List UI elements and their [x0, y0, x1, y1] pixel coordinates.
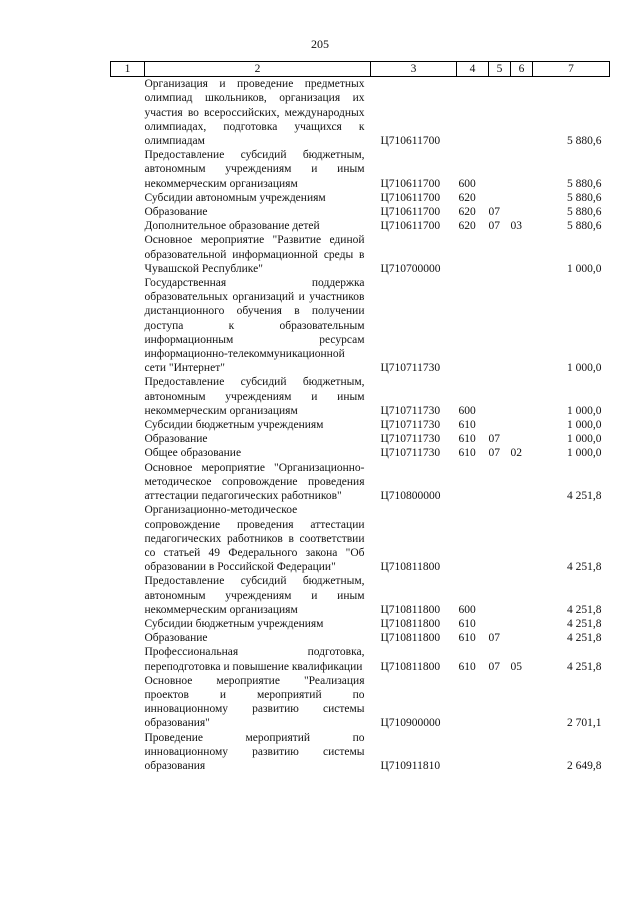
- table-row: [111, 631, 610, 645]
- amount-cell: 5 880,6: [567, 135, 602, 148]
- target-code-cell: Ц710800000: [380, 490, 441, 503]
- expense-type-cell: 610: [458, 660, 476, 673]
- row-number-cell: [111, 617, 145, 631]
- table-row: [111, 446, 610, 460]
- item-name-cell: Основное мероприятие "Развитие единой образовательной информационной среды в Чувашской Республике": [144, 234, 365, 275]
- section-cell: 07: [488, 632, 500, 645]
- item-name-cell: Дополнительное образование детей: [144, 220, 320, 233]
- amount-cell: 5 880,6: [567, 191, 602, 204]
- target-code-cell: Ц710811800: [380, 561, 441, 574]
- target-code-cell: Ц710711730: [380, 404, 441, 417]
- amount-cell: 5 880,6: [567, 177, 602, 190]
- target-code-cell: Ц710611700: [380, 177, 441, 190]
- amount-cell: 4 251,8: [567, 617, 602, 630]
- table-row: [111, 418, 610, 432]
- header-col-1: 1: [111, 62, 145, 77]
- subsection-cell: [511, 233, 533, 276]
- expense-type-cell: [457, 461, 489, 504]
- target-code-cell: Ц710611700: [380, 191, 441, 204]
- row-number-cell: [111, 375, 145, 418]
- row-number-cell: [111, 205, 145, 219]
- header-col-5: 5: [489, 62, 511, 77]
- row-number-cell: [111, 645, 145, 673]
- item-name-cell: Образование: [144, 433, 208, 446]
- target-code-cell: Ц710711730: [380, 447, 441, 460]
- table-row: [111, 674, 610, 731]
- section-cell: 07: [488, 660, 500, 673]
- target-code-cell: Ц710611700: [380, 135, 441, 148]
- section-cell: 07: [488, 433, 500, 446]
- row-number-cell: [111, 418, 145, 432]
- expense-type-cell: [457, 503, 489, 574]
- row-number-cell: [111, 432, 145, 446]
- header-col-6: 6: [511, 62, 533, 77]
- item-name-cell: Предоставление субсидий бюджетным, автономным учреждениям и иным некоммерческим организациям: [144, 575, 365, 616]
- amount-cell: 4 251,8: [567, 632, 602, 645]
- amount-cell: 1 000,0: [567, 419, 602, 432]
- expense-type-cell: 600: [458, 603, 476, 616]
- table-row: [111, 276, 610, 375]
- target-code-cell: Ц710811800: [380, 660, 441, 673]
- expense-type-cell: 620: [458, 206, 476, 219]
- table-row: [111, 645, 610, 673]
- target-code-cell: Ц710811800: [380, 603, 441, 616]
- item-name-cell: Проведение мероприятий по инновационному развитию системы образования: [144, 731, 365, 772]
- expense-type-cell: [457, 674, 489, 731]
- page-number: 205: [311, 37, 329, 51]
- row-number-cell: [111, 461, 145, 504]
- row-number-cell: [111, 233, 145, 276]
- header-col-7: 7: [533, 62, 610, 77]
- target-code-cell: Ц710611700: [380, 220, 441, 233]
- item-name-cell: Субсидии бюджетным учреждениям: [144, 617, 324, 630]
- item-name-cell: Организация и проведение предметных олимпиад школьников, организация их участия во всероссийских, международных олимпиадах, подготовка учащихся к олимпиадам: [144, 78, 365, 148]
- subsection-cell: [511, 731, 533, 774]
- subsection-cell: [511, 148, 533, 191]
- expense-type-cell: 620: [458, 191, 476, 204]
- row-number-cell: [111, 631, 145, 645]
- section-cell: [489, 191, 511, 205]
- section-cell: 07: [488, 220, 500, 233]
- section-cell: [489, 503, 511, 574]
- table-row: [111, 77, 610, 149]
- amount-cell: 1 000,0: [567, 362, 602, 375]
- expense-type-cell: [457, 77, 489, 149]
- row-number-cell: [111, 731, 145, 774]
- subsection-cell: [511, 77, 533, 149]
- row-number-cell: [111, 276, 145, 375]
- section-cell: [489, 731, 511, 774]
- table-row: [111, 574, 610, 617]
- table-row: [111, 148, 610, 191]
- section-cell: [489, 574, 511, 617]
- amount-cell: 5 880,6: [567, 206, 602, 219]
- target-code-cell: Ц710900000: [380, 717, 441, 730]
- table-body: [111, 77, 610, 773]
- subsection-cell: [511, 276, 533, 375]
- table-row: [111, 461, 610, 504]
- row-number-cell: [111, 674, 145, 731]
- item-name-cell: Общее образование: [144, 447, 242, 460]
- target-code-cell: Ц710611700: [380, 206, 441, 219]
- item-name-cell: Образование: [144, 206, 208, 219]
- section-cell: [489, 461, 511, 504]
- header-col-3: 3: [371, 62, 457, 77]
- table-header: [111, 62, 610, 77]
- row-number-cell: [111, 503, 145, 574]
- amount-cell: 1 000,0: [567, 447, 602, 460]
- item-name-cell: Субсидии бюджетным учреждениям: [144, 419, 324, 432]
- amount-cell: 2 649,8: [567, 759, 602, 772]
- budget-table: [110, 61, 610, 773]
- subsection-cell: [511, 461, 533, 504]
- amount-cell: 1 000,0: [567, 262, 602, 275]
- section-cell: 07: [488, 206, 500, 219]
- subsection-cell: 05: [510, 660, 522, 673]
- table-row: [111, 731, 610, 774]
- table-row: [111, 617, 610, 631]
- subsection-cell: [511, 205, 533, 219]
- section-cell: [489, 375, 511, 418]
- row-number-cell: [111, 574, 145, 617]
- header-row: [111, 62, 610, 77]
- target-code-cell: Ц710711730: [380, 419, 441, 432]
- table-row: [111, 205, 610, 219]
- target-code-cell: Ц710700000: [380, 262, 441, 275]
- section-cell: [489, 276, 511, 375]
- section-cell: [489, 418, 511, 432]
- item-name-cell: Предоставление субсидий бюджетным, автономным учреждениям и иным некоммерческим организациям: [144, 149, 365, 190]
- row-number-cell: [111, 148, 145, 191]
- target-code-cell: Ц710911810: [380, 759, 441, 772]
- expense-type-cell: [457, 731, 489, 774]
- subsection-cell: [511, 674, 533, 731]
- subsection-cell: [511, 191, 533, 205]
- section-cell: [489, 617, 511, 631]
- subsection-cell: [511, 631, 533, 645]
- table-row: [111, 375, 610, 418]
- amount-cell: 1 000,0: [567, 404, 602, 417]
- target-code-cell: Ц710711730: [380, 433, 441, 446]
- section-cell: [489, 77, 511, 149]
- expense-type-cell: 610: [458, 433, 476, 446]
- expense-type-cell: 610: [458, 632, 476, 645]
- item-name-cell: Основное мероприятие "Реализация проектов и мероприятий по инновационному развитию системы образования": [144, 674, 365, 730]
- subsection-cell: 02: [510, 447, 522, 460]
- expense-type-cell: [457, 233, 489, 276]
- amount-cell: 2 701,1: [567, 717, 602, 730]
- item-name-cell: Организационно-методическое сопровождение проведения аттестации педагогических работников в соответствии со статьей 49 Федерального закона "Об образовании в Российской Федерации": [144, 504, 365, 574]
- expense-type-cell: 620: [458, 220, 476, 233]
- header-col-4: 4: [457, 62, 489, 77]
- row-number-cell: [111, 446, 145, 460]
- subsection-cell: [511, 375, 533, 418]
- table-row: [111, 191, 610, 205]
- subsection-cell: [511, 574, 533, 617]
- amount-cell: 4 251,8: [567, 561, 602, 574]
- subsection-cell: 03: [510, 220, 522, 233]
- target-code-cell: Ц710811800: [380, 632, 441, 645]
- subsection-cell: [511, 418, 533, 432]
- section-cell: [489, 148, 511, 191]
- target-code-cell: Ц710711730: [380, 362, 441, 375]
- subsection-cell: [511, 503, 533, 574]
- expense-type-cell: 600: [458, 177, 476, 190]
- subsection-cell: [511, 432, 533, 446]
- table-row: [111, 432, 610, 446]
- amount-cell: 1 000,0: [567, 433, 602, 446]
- expense-type-cell: 610: [458, 617, 476, 630]
- expense-type-cell: [457, 276, 489, 375]
- table-row: [111, 233, 610, 276]
- item-name-cell: Предоставление субсидий бюджетным, автономным учреждениям и иным некоммерческим организациям: [144, 376, 365, 417]
- section-cell: [489, 233, 511, 276]
- item-name-cell: Субсидии автономным учреждениям: [144, 191, 326, 204]
- expense-type-cell: 610: [458, 419, 476, 432]
- table-row: [111, 503, 610, 574]
- row-number-cell: [111, 77, 145, 149]
- item-name-cell: Основное мероприятие "Организационно-методическое сопровождение проведения аттестации педагогических работников": [144, 461, 365, 503]
- subsection-cell: [511, 617, 533, 631]
- header-col-2: 2: [145, 62, 371, 77]
- amount-cell: 4 251,8: [567, 603, 602, 616]
- expense-type-cell: 610: [458, 447, 476, 460]
- row-number-cell: [111, 219, 145, 233]
- item-name-cell: Профессиональная подготовка, переподготовка и повышение квалификации: [144, 646, 365, 673]
- item-name-cell: Образование: [144, 632, 208, 645]
- section-cell: [489, 674, 511, 731]
- item-name-cell: Государственная поддержка образовательных организаций и участников дистанционного обучения в получении доступа к образовательным информационным ресурсам информационно-телекоммуникационной сети "Интернет": [144, 277, 365, 375]
- amount-cell: 5 880,6: [567, 220, 602, 233]
- section-cell: 07: [488, 447, 500, 460]
- table-row: [111, 219, 610, 233]
- amount-cell: 4 251,8: [567, 660, 602, 673]
- target-code-cell: Ц710811800: [380, 617, 441, 630]
- amount-cell: 4 251,8: [567, 490, 602, 503]
- row-number-cell: [111, 191, 145, 205]
- expense-type-cell: 600: [458, 404, 476, 417]
